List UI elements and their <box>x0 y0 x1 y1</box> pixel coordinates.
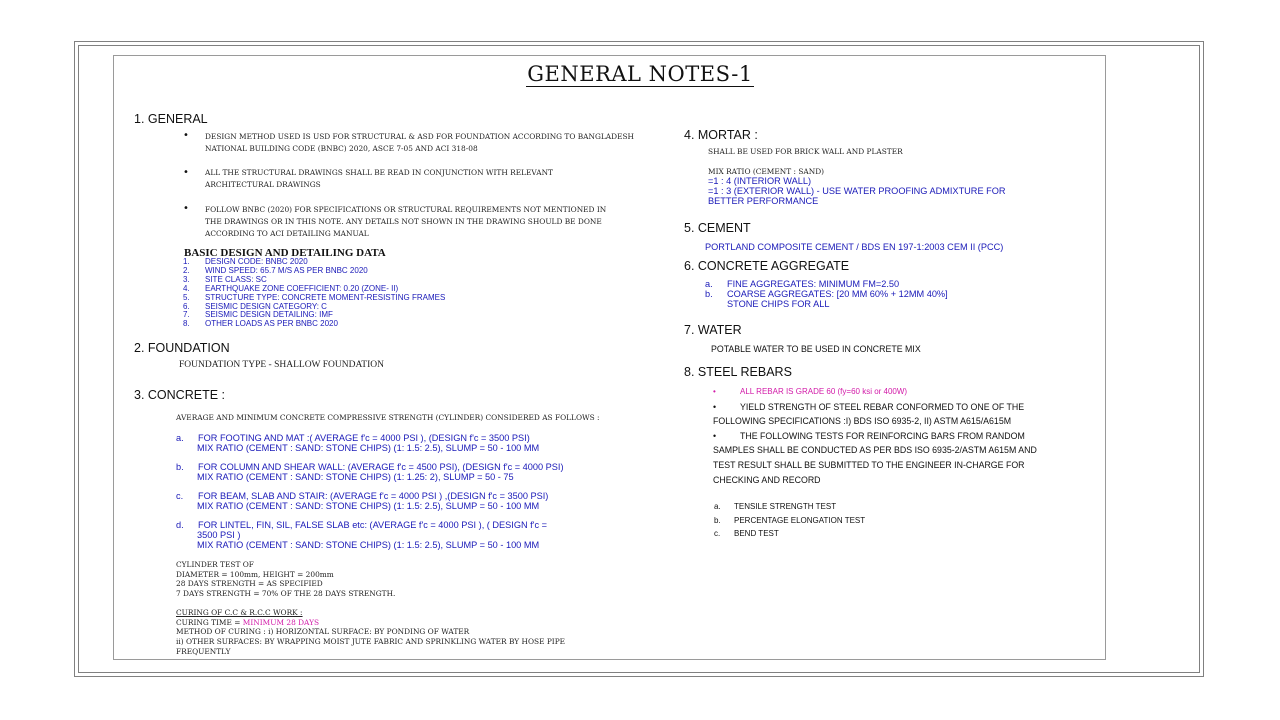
list-item: 6. SEISMIC DESIGN CATEGORY: C <box>183 301 327 311</box>
section-heading-concrete: 3. CONCRETE : <box>134 388 225 402</box>
mortar-mix-ratios: =1 : 4 (INTERIOR WALL) =1 : 3 (EXTERIOR WALL) - USE WATER PROOFING ADMIXTURE FOR BETTER PERFORMANCE <box>708 176 1006 207</box>
section-heading-general: 1. GENERAL <box>134 112 208 126</box>
concrete-intro: AVERAGE AND MINIMUM CONCRETE COMPRESSIVE STRENGTH (CYLINDER) CONSIDERED AS FOLLOWS : <box>176 413 600 422</box>
curing-time-value: MINIMUM 28 DAYS <box>242 617 320 627</box>
mortar-usage: SHALL BE USED FOR BRICK WALL AND PLASTER <box>708 147 903 156</box>
list-item: 2. WIND SPEED: 65.7 M/S AS PER BNBC 2020 <box>183 265 368 275</box>
concrete-item-b: b. FOR COLUMN AND SHEAR WALL: (AVERAGE f'c = 4500 PSI), (DESIGN f'c = 4000 PSI) MIX RATIO (CEMENT : SAND: STONE CHIPS) (1: 1.25: 2), SLUMP = 50 - 75 <box>176 462 564 483</box>
section-heading-water: 7. WATER <box>684 323 742 337</box>
bullet-icon: • <box>183 203 189 214</box>
list-item: 5. STRUCTURE TYPE: CONCRETE MOMENT-RESISTING FRAMES <box>183 292 446 302</box>
basic-design-list <box>183 258 445 329</box>
section-heading-mortar: 4. MORTAR : <box>684 128 758 142</box>
section-heading-foundation: 2. FOUNDATION <box>134 341 230 355</box>
list-item: 1. DESIGN CODE: BNBC 2020 <box>183 257 308 266</box>
curing-notes: CURING OF C.C & R.C.C WORK : CURING TIME = MINIMUM 28 DAYS METHOD OF CURING : i) HORIZONTAL SURFACE: BY PONDING OF WATER ii) OTHER SURFACES: BY WRAPPING MOIST JUTE FABRIC AND SPRINKLING WATER BY HOSE PIPE FREQUENTLY <box>176 608 566 656</box>
mortar-mix-label: MIX RATIO (CEMENT : SAND) <box>708 167 825 176</box>
list-item: c. BEND TEST <box>714 529 779 538</box>
list-item: 8. OTHER LOADS AS PER BNBC 2020 <box>183 319 338 329</box>
general-note-2: ALL THE STRUCTURAL DRAWINGS SHALL BE READ IN CONJUNCTION WITH RELEVANT ARCHITECTURAL DRAWINGS <box>205 168 553 189</box>
section-heading-cement: 5. CEMENT <box>684 221 751 235</box>
basic-design-heading: BASIC DESIGN AND DETAILING DATA <box>184 247 386 259</box>
bullet-icon: • <box>713 387 716 396</box>
water-note: POTABLE WATER TO BE USED IN CONCRETE MIX <box>711 344 921 354</box>
section-heading-aggregate: 6. CONCRETE AGGREGATE <box>684 259 850 273</box>
general-note-1: DESIGN METHOD USED IS USD FOR STRUCTURAL & ASD FOR FOUNDATION ACCORDING TO BANGLADESH NATIONAL BUILDING CODE (BNBC) 2020, ASCE 7-05 AND ACI 318-08 <box>205 132 634 153</box>
bullet-icon: • <box>183 130 189 141</box>
curing-heading: CURING OF C.C & R.C.C WORK : <box>176 608 303 617</box>
bullet-icon: • <box>713 401 717 412</box>
list-item: a. TENSILE STRENGTH TEST <box>714 502 837 511</box>
general-note-3: FOLLOW BNBC (2020) FOR SPECIFICATIONS OR STRUCTURAL REQUIREMENTS NOT MENTIONED IN THE DRAWINGS OR IN THIS NOTE. ANY DETAILS NOT SHOWN IN THE DRAWING SHOULD BE DONE ACCORDING TO ACI DETAILING MANUAL <box>205 205 607 238</box>
aggregate-list: a. FINE AGGREGATES: MINIMUM FM=2.50 b. COARSE AGGREGATES: [20 MM 60% + 12MM 40%] STONE CHIPS FOR ALL <box>705 279 948 310</box>
list-item: a. FINE AGGREGATES: MINIMUM FM=2.50 <box>705 279 900 289</box>
list-item: 7. SEISMIC DESIGN DETAILING: IMF <box>183 310 333 320</box>
cylinder-test: CYLINDER TEST OF DIAMETER = 100mm, HEIGHT = 200mm 28 DAYS STRENGTH = AS SPECIFIED 7 DAYS STRENGTH = 70% OF THE 28 DAYS STRENGTH. <box>176 560 396 599</box>
page-title: GENERAL NOTES-1 <box>527 62 753 86</box>
rebar-notes: • ALL REBAR IS GRADE 60 (fy=60 ksi or 400W) • YIELD STRENGTH OF STEEL REBAR CONFORMED TO ONE OF THE FOLLOWING SPECIFICATIONS :I) BDS ISO 6935-2, II) ASTM A615/A615M • THE FOLLOWING TESTS FOR REINFORCING BARS FROM RANDOM SAMPLES SHALL BE CONDUCTED AS PER BDS ISO 6935-2/ASTM A615M AND TEST RESULT SHALL BE SUBMITTED TO THE ENGINEER IN-CHARGE FOR CHECKING AND RECORD <box>713 387 1037 485</box>
cement-type: PORTLAND COMPOSITE CEMENT / BDS EN 197-1:2003 CEM II (PCC) <box>705 242 1004 252</box>
bullet-icon: • <box>183 167 189 178</box>
rebar-tests-list <box>714 500 865 541</box>
section-heading-rebars: 8. STEEL REBARS <box>684 365 792 379</box>
concrete-item-c: c. FOR BEAM, SLAB AND STAIR: (AVERAGE f'c = 4000 PSI ) ,(DESIGN f'c = 3500 PSI) MIX RATIO (CEMENT : SAND: STONE CHIPS) (1: 1.5: 2.5), SLUMP = 50 - 100 MM <box>176 491 549 512</box>
list-item: 3. SITE CLASS: SC <box>183 274 267 284</box>
bullet-icon: • <box>713 430 717 441</box>
list-item: b. COARSE AGGREGATES: [20 MM 60% + 12MM 40%] <box>705 289 948 300</box>
concrete-item-a: a. FOR FOOTING AND MAT :( AVERAGE f'c = 4000 PSI ), (DESIGN f'c = 3500 PSI) MIX RATIO (CEMENT : SAND: STONE CHIPS) (1: 1.5: 2.5), SLUMP = 50 - 100 MM <box>176 433 540 454</box>
list-item: 4. EARTHQUAKE ZONE COEFFICIENT: 0.20 (ZONE- II) <box>183 283 399 293</box>
foundation-type: FOUNDATION TYPE - SHALLOW FOUNDATION <box>179 360 384 370</box>
list-item: b. PERCENTAGE ELONGATION TEST <box>714 515 866 525</box>
concrete-item-d: d. FOR LINTEL, FIN, SIL, FALSE SLAB etc: (AVERAGE f'c = 4000 PSI ), ( DESIGN f'c = 3500 PSI ) MIX RATIO (CEMENT : SAND: STONE CHIPS) (1: 1.5: 2.5), SLUMP = 50 - 100 MM <box>176 520 548 551</box>
rebar-grade: ALL REBAR IS GRADE 60 (fy=60 ksi or 400W) <box>740 387 908 396</box>
